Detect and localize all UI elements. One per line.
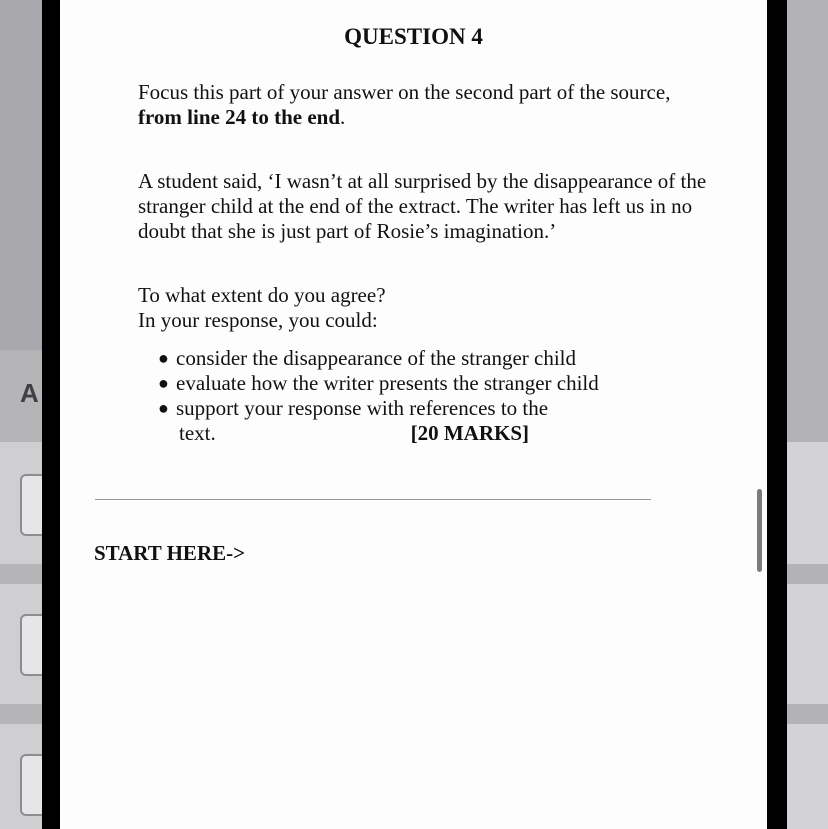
bullet-text: evaluate how the writer presents the stranger child: [176, 371, 599, 395]
divider: [95, 499, 651, 500]
scrollbar-thumb[interactable]: [757, 489, 762, 572]
bullet-icon: ●: [158, 373, 169, 393]
background-right-edge: [787, 0, 828, 829]
question-title: QUESTION 4: [344, 24, 483, 49]
prompt: [138, 283, 738, 333]
document-page: [60, 0, 767, 829]
bullet-item: [158, 346, 678, 371]
focus-end: .: [340, 105, 346, 129]
prompt-question: To what extent do you agree?: [138, 283, 386, 307]
bullet-item: [158, 371, 678, 396]
student-quote: A student said, ‘I wasn’t at all surprised by the disappearance of the stranger child at the end of the extract. The writer has left us in no doubt that she is just part of Rosie’s imagination.’: [138, 169, 707, 243]
start-here-label: START HERE->: [94, 541, 246, 565]
prompt-instruction: In your response, you could:: [138, 308, 378, 332]
bullet-item: [158, 396, 678, 421]
bullet-icon: ●: [158, 348, 169, 368]
bullet-continuation: text.: [179, 421, 216, 445]
bullet-icon: ●: [158, 398, 169, 418]
background-heading: A: [20, 378, 39, 408]
bullet-list: [158, 346, 678, 446]
focus-line-range: from line 24 to the end: [138, 105, 341, 129]
focus-instruction: [138, 80, 738, 130]
bullet-text: support your response with references to the: [176, 396, 549, 420]
bullet-continuation-row: [158, 421, 529, 446]
background-right-panel: [787, 442, 828, 564]
focus-text: Focus this part of your answer on the second part of the source,: [138, 80, 671, 104]
bullet-text: consider the disappearance of the stranger child: [176, 346, 576, 370]
background-right-panel: [787, 724, 828, 829]
marks-label: [20 MARKS]: [410, 421, 529, 445]
background-right-panel: [787, 584, 828, 704]
